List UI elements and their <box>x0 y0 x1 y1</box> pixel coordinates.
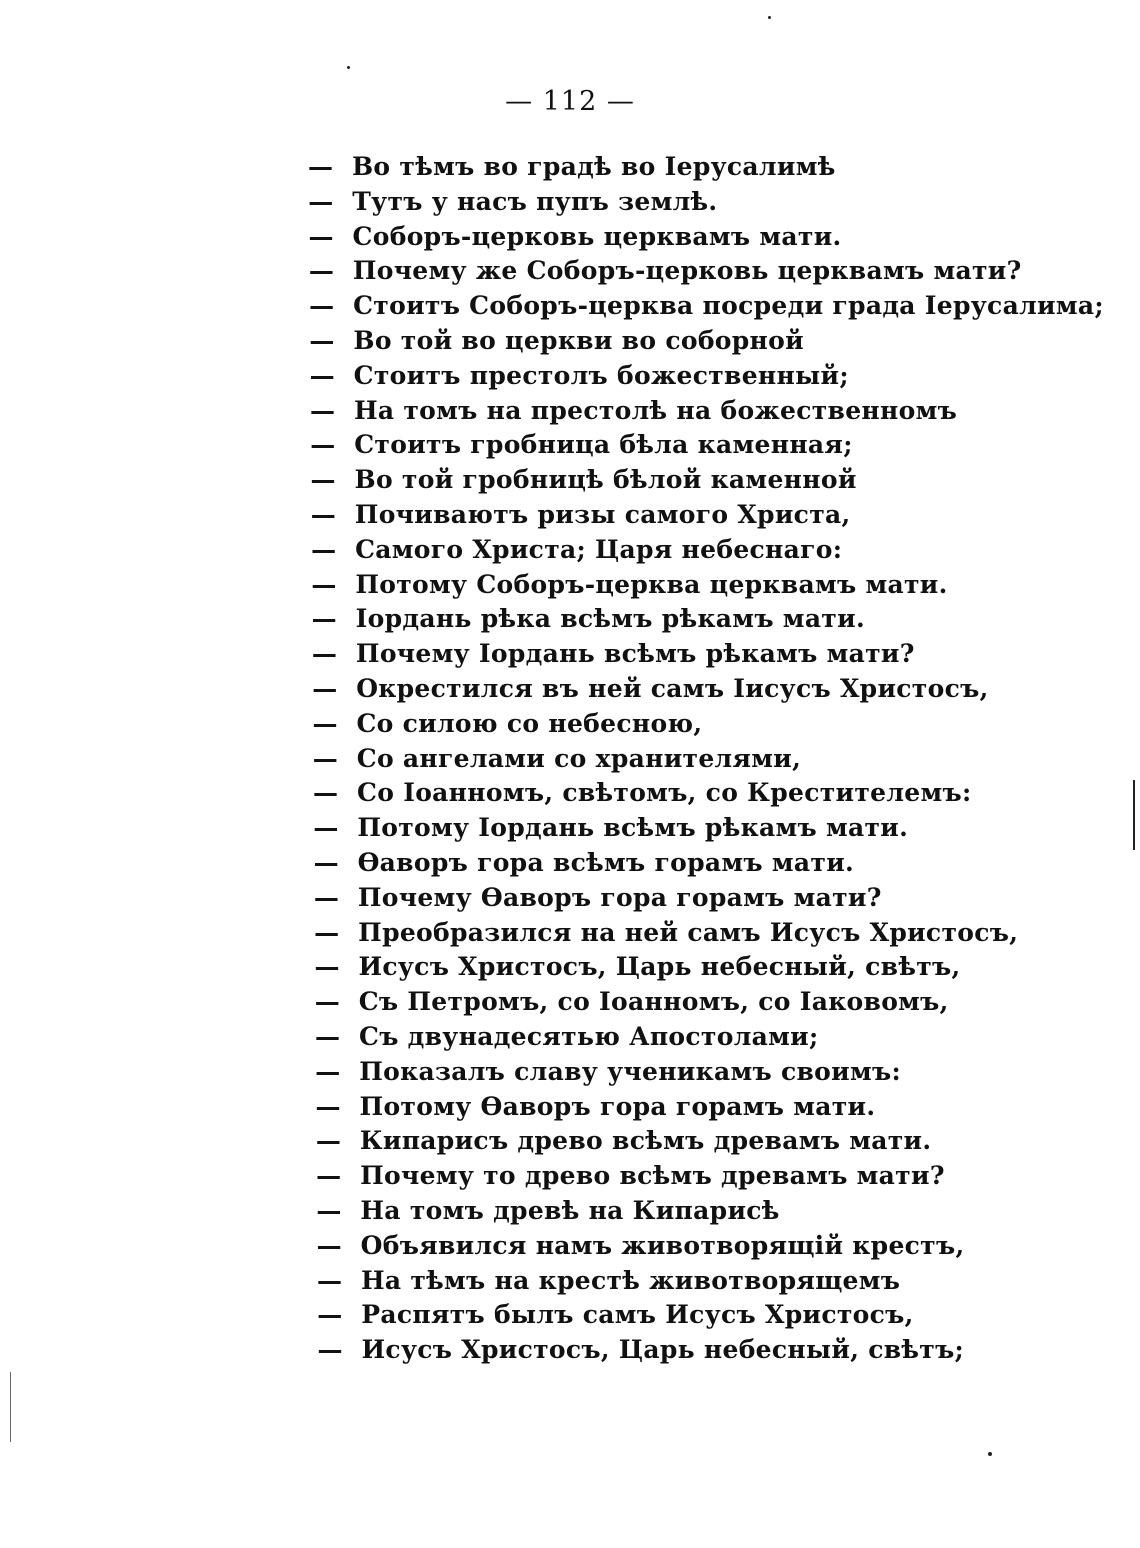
verse-text: Распятъ былъ самъ Исусъ Христосъ, <box>361 1300 914 1330</box>
verse-line <box>308 776 1104 811</box>
verse-text: Самого Христа; Царя небеснаго: <box>355 534 843 564</box>
verse-text: Потому Соборъ-церква церквамъ мати. <box>355 569 948 599</box>
verse-text: Со силою со небесною, <box>356 708 703 738</box>
verse-line <box>308 498 1104 533</box>
verse-text: Почему же Соборъ-церковь церквамъ мати? <box>352 256 1022 286</box>
verse-dash: — <box>312 673 338 703</box>
verse-text: Показалъ славу ученикамъ своимъ: <box>359 1056 902 1086</box>
verse-text: Во той во церкви во соборной <box>353 325 804 355</box>
verse-dash: — <box>308 186 334 216</box>
verse-dash: — <box>314 987 341 1017</box>
verse-dash: — <box>316 1195 342 1225</box>
verse-line <box>308 185 1104 220</box>
verse-text: Объявился намъ животворящій крестъ, <box>360 1230 965 1260</box>
verse-dash: — <box>309 291 335 321</box>
verse-dash: — <box>309 325 335 355</box>
verse-dash: — <box>313 813 339 843</box>
verse-text: Исусъ Христосъ, Царь небесный, свѣтъ, <box>358 952 961 982</box>
verse-dash: — <box>316 1230 342 1260</box>
verse-line <box>308 707 1104 742</box>
verse-dash: — <box>310 430 336 460</box>
verse-line <box>308 916 1104 951</box>
verse-line <box>308 359 1104 394</box>
verse-line <box>308 811 1104 846</box>
verse-line <box>308 1229 1104 1264</box>
verse-text: Со Іоанномъ, свѣтомъ, со Крестителемъ: <box>357 778 972 808</box>
verse-line <box>308 1124 1104 1159</box>
scan-speck <box>768 16 771 19</box>
verse-dash: — <box>315 1091 341 1121</box>
verse-line <box>308 742 1104 777</box>
verse-dash: — <box>316 1265 343 1295</box>
verse-line <box>308 568 1104 603</box>
verse-line <box>308 1055 1104 1090</box>
verse-text: Почему то древо всѣмъ древамъ мати? <box>360 1161 945 1191</box>
verse-text: Стоитъ гробница бѣла каменная; <box>354 430 853 460</box>
verse-dash: — <box>313 778 339 808</box>
verse-line <box>308 150 1104 185</box>
verse-text: Потому Іордань всѣмъ рѣкамъ мати. <box>357 813 909 843</box>
verse-dash: — <box>308 256 335 286</box>
verse-line <box>308 1333 1104 1368</box>
verse-line <box>308 428 1104 463</box>
verse-text: Во тѣмъ во градѣ во Іерусалимѣ <box>352 152 836 181</box>
verse-dash: — <box>312 708 338 738</box>
verse-dash: — <box>313 847 339 877</box>
verse-dash: — <box>314 917 340 947</box>
verse-text: Во той гробницѣ бѣлой каменной <box>354 465 857 495</box>
verse-text: Исусъ Христосъ, Царь небесный, свѣтъ; <box>361 1335 965 1365</box>
verse-dash: — <box>314 952 340 982</box>
verse-line <box>308 254 1104 289</box>
verse-line <box>308 220 1104 255</box>
verse-dash: — <box>308 152 334 181</box>
verse-dash: — <box>308 221 334 251</box>
page-number: — 112 — <box>505 86 635 117</box>
verse-text: Съ двунадесятью Апостолами; <box>359 1021 819 1051</box>
verse-dash: — <box>309 360 335 390</box>
verse-line <box>308 602 1104 637</box>
verse-text: Почиваютъ ризы самого Христа, <box>354 499 851 529</box>
verse-line <box>308 1194 1104 1229</box>
verse-line <box>308 1090 1104 1125</box>
verse-text: Ѳаворъ гора всѣмъ горамъ мати. <box>357 847 855 877</box>
verse-line <box>308 881 1104 916</box>
verse-dash: — <box>309 395 336 425</box>
verse-text: Со ангелами со хранителями, <box>356 743 802 773</box>
verse-line <box>308 846 1104 881</box>
verse-text: Окрестился въ ней самъ Іисусъ Христосъ, <box>356 673 989 703</box>
verse-dash: — <box>316 1161 342 1191</box>
verse-line <box>308 1264 1104 1299</box>
verse-text: Іордань рѣка всѣмъ рѣкамъ мати. <box>355 604 865 634</box>
verse-text: На томъ древѣ на Кипарисѣ <box>360 1195 780 1225</box>
verse-dash: — <box>315 1126 342 1156</box>
verse-dash: — <box>310 499 337 529</box>
verse-text: Преобразился на ней самъ Исусъ Христосъ, <box>358 917 1019 947</box>
verse-dash: — <box>317 1335 343 1365</box>
scan-edge-mark <box>1133 780 1135 850</box>
verse-dash: — <box>311 604 337 634</box>
verse-line <box>308 1159 1104 1194</box>
verse-line <box>308 1020 1104 1055</box>
verse-text: Тутъ у насъ пупъ землѣ. <box>352 186 718 216</box>
verse-line <box>308 289 1104 324</box>
verse-dash: — <box>312 743 339 773</box>
scan-speck <box>988 1452 992 1456</box>
verse-dash: — <box>315 1056 341 1086</box>
verse-dash: — <box>311 639 338 669</box>
verse-dash: — <box>311 569 337 599</box>
verse-line <box>308 324 1104 359</box>
verse-line <box>308 533 1104 568</box>
verse-dash: — <box>311 534 337 564</box>
verse-line <box>308 672 1104 707</box>
verse-text: Потому Ѳаворъ гора горамъ мати. <box>359 1091 876 1121</box>
scan-edge-mark <box>10 1372 11 1442</box>
scan-speck <box>347 66 350 69</box>
verse-dash: — <box>313 882 340 912</box>
verse-text: Стоитъ Соборъ-церква посреди града Іерусалима; <box>353 291 1104 321</box>
verse-text: Стоитъ престолъ божественный; <box>353 360 849 390</box>
verse-dash: — <box>315 1021 341 1051</box>
verse-line <box>308 1298 1104 1333</box>
verse-line <box>308 637 1104 672</box>
verse-text: На томъ на престолѣ на божественномъ <box>353 395 958 425</box>
verse-text: Почему Ѳаворъ гора горамъ мати? <box>357 882 882 912</box>
verse-line <box>308 950 1104 985</box>
verse-line <box>308 463 1104 498</box>
verse-text: Почему Іордань всѣмъ рѣкамъ мати? <box>355 639 915 669</box>
verse-block <box>308 150 1104 1368</box>
verse-text: Соборъ-церковь церквамъ мати. <box>352 221 842 251</box>
verse-dash: — <box>310 465 336 495</box>
verse-line <box>308 985 1104 1020</box>
verse-text: На тѣмъ на крестѣ животворящемъ <box>360 1265 901 1295</box>
verse-text: Съ Петромъ, со Іоанномъ, со Іаковомъ, <box>358 987 949 1017</box>
verse-line <box>308 394 1104 429</box>
verse-dash: — <box>317 1300 343 1330</box>
verse-text: Кипарисъ древо всѣмъ древамъ мати. <box>359 1126 932 1156</box>
